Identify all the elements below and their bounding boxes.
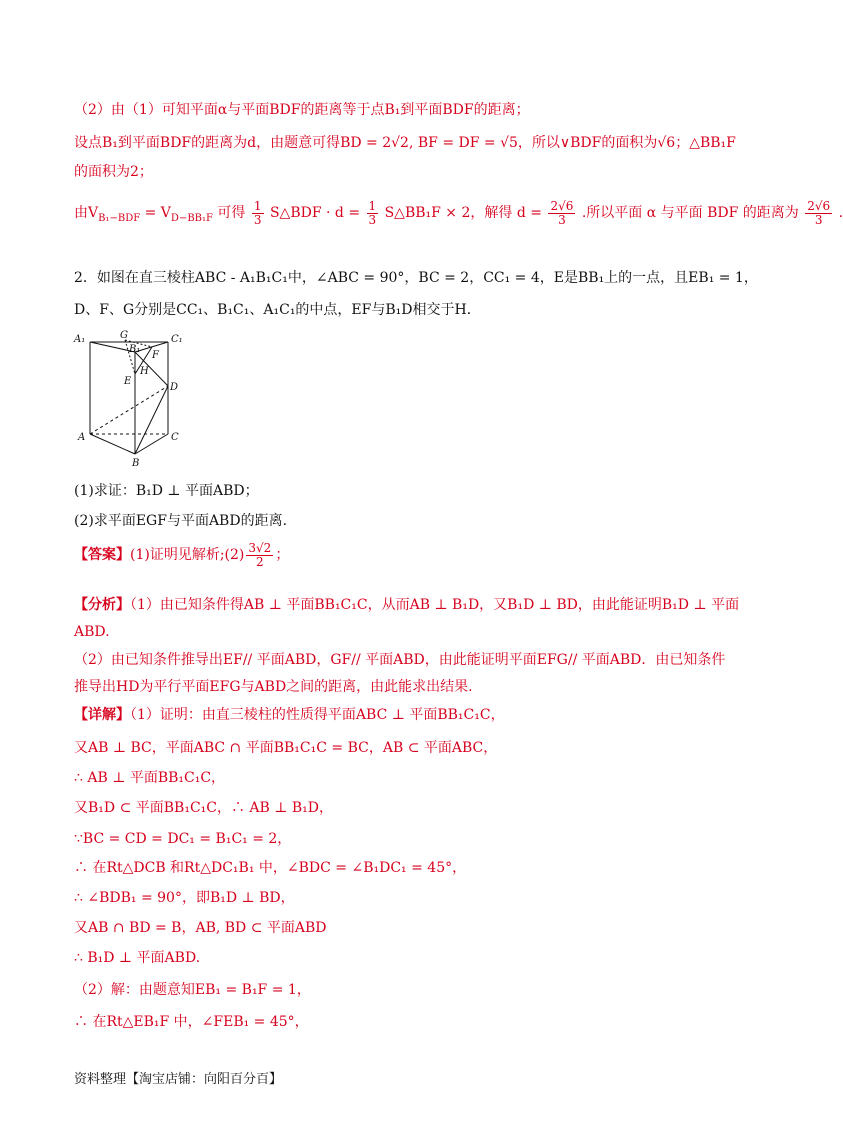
answer-label: 【答案】: [74, 547, 130, 563]
detail-line6: ∴ 在Rt△DCB 和Rt△DC₁B₁ 中，∠BDC = ∠B₁DC₁ = 45°，: [74, 860, 467, 876]
detail-line1: 【详解】（1）证明：由直三棱柱的性质得平面ABC ⊥ 平面BB₁C₁C，: [74, 707, 505, 723]
fraction-one-third-2: $\frac{1}{3}$: [368, 198, 377, 227]
detail-line8: 又AB ∩ BD = B，AB, BD ⊂ 平面ABD: [74, 920, 327, 936]
prism-figure: [72, 330, 192, 470]
label-G: G: [120, 330, 128, 341]
label-B1: B₁: [129, 344, 141, 355]
detail-label: 【详解】: [74, 707, 130, 723]
fraction-2root6-over-3-b: $\frac{2√6}{3}$: [807, 198, 831, 227]
analysis-line1: 【分析】（1）由已知条件得AB ⊥ 平面BB₁C₁C，从而AB ⊥ B₁D，又B₁D ⊥ BD，由此能证明B₁D ⊥ 平面: [74, 597, 740, 613]
label-D: D: [170, 382, 179, 393]
analysis-line3: （2）由已知条件推导出EF// 平面ABD，GF// 平面ABD，由此能证明平面EFG// 平面ABD．由已知条件: [74, 652, 726, 668]
label-A1: A₁: [74, 334, 86, 345]
solution-part2-line1: （2）由（1）可知平面α与平面BDF的距离等于点B₁到平面BDF的距离；: [74, 102, 530, 118]
label-H: H: [140, 366, 149, 377]
label-C1: C₁: [171, 334, 183, 345]
detail-line11: ∴ 在Rt△EB₁F 中，∠FEB₁ = 45°，: [74, 1014, 309, 1030]
analysis-line2: ABD.: [74, 624, 110, 640]
detail-line2: 又AB ⊥ BC，平面ABC ∩ 平面BB₁C₁C = BC，AB ⊂ 平面ABC，: [74, 740, 498, 756]
label-A: A: [78, 432, 86, 443]
fraction-2root6-over-3-a: $\frac{2√6}{3}$: [550, 198, 574, 227]
analysis-label: 【分析】: [74, 597, 130, 613]
answer-line: 【答案】(1)证明见解析;(2) $\frac{3√2}{2}$ ；: [74, 540, 290, 569]
question2-line1: 2．如图在直三棱柱ABC - A₁B₁C₁中，∠ABC = 90°，BC = 2，CC₁ = 4，E是BB₁上的一点，且EB₁ = 1，: [74, 270, 758, 286]
solution-part2-line2: 设点B₁到平面BDF的距离为d，由题意可得BD = 2√2, BF = DF = √5，所以∨BDF的面积为√6；△BB₁F: [74, 135, 736, 151]
solution-part2-line4: 由$V_{B_1-BDF} = V_{D-BB_1F}$ 可得 $\frac{1}{3}$ S△BDF · d = $\frac{1}{3}$ S△BB₁F × 2，解得 d = $\frac{2√6}{3}$ .所以平面 α 与平面 BDF 的距离为 $\frac{2√6}{3}$ .: [74, 198, 843, 227]
analysis-line4: 推导出HD为平行平面EFG与ABD之间的距离，由此能求出结果.: [74, 679, 473, 695]
question2-ask2: (2)求平面EGF与平面ABD的距离.: [74, 513, 288, 529]
solution-part2-line3: 的面积为2；: [74, 164, 153, 180]
detail-line4: 又B₁D ⊂ 平面BB₁C₁C，∴ AB ⊥ B₁D，: [74, 800, 334, 816]
label-B: B: [132, 458, 140, 469]
page-footer: 资料整理【淘宝店铺：向阳百分百】: [74, 1072, 283, 1087]
label-C: C: [171, 432, 179, 443]
question2-ask1: (1)求证：B₁D ⊥ 平面ABD；: [74, 483, 259, 499]
detail-line5: ∵BC = CD = DC₁ = B₁C₁ = 2，: [74, 831, 292, 847]
detail-line10: （2）解：由题意知EB₁ = B₁F = 1，: [74, 982, 311, 998]
detail-line7: ∴ ∠BDB₁ = 90°，即B₁D ⊥ BD，: [74, 890, 295, 906]
answer-fraction: $\frac{3√2}{2}$: [248, 540, 272, 569]
fraction-one-third-1: $\frac{1}{3}$: [253, 198, 262, 227]
detail-line9: ∴ B₁D ⊥ 平面ABD.: [74, 950, 201, 966]
question2-line2: D、F、G分别是CC₁、B₁C₁、A₁C₁的中点，EF与B₁D相交于H．: [74, 302, 481, 318]
label-E: E: [124, 376, 132, 387]
detail-line3: ∴ AB ⊥ 平面BB₁C₁C，: [74, 770, 226, 786]
label-F: F: [152, 350, 159, 361]
